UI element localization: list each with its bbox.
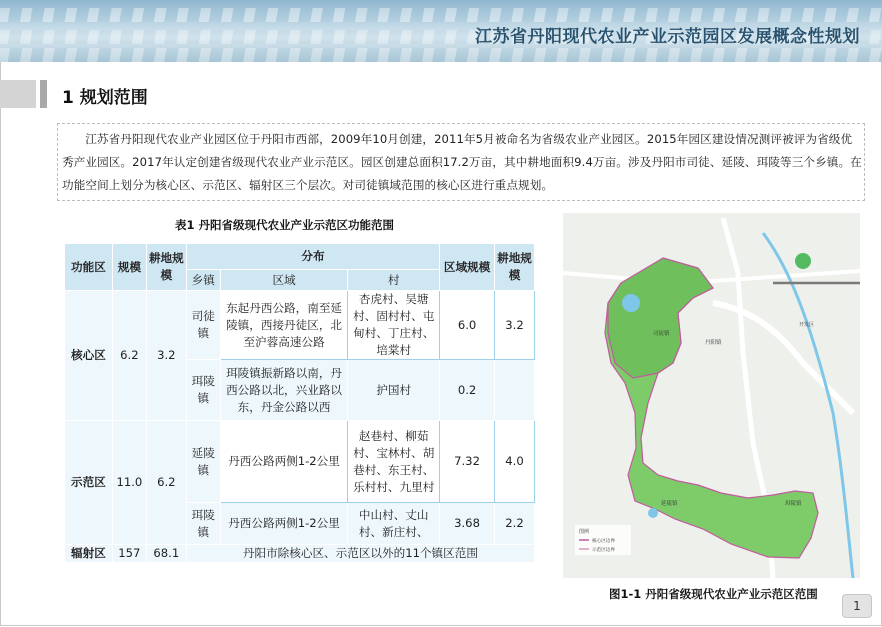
area-scale-cell: 7.32 [440,421,495,503]
map-label-erling: 珥陵镇 [785,501,802,507]
table-row [65,421,535,503]
intro-paragraph: 江苏省丹阳现代农业产业园区位于丹阳市西部，2009年10月创建，2011年5月被命名为省级农业产业园区。2015年园区建设情况测评被评为省级优秀产业园区。2017年认定创建省级现代农业产业示范区。园区创建总面积17.2万亩，其中耕地面积9.4万亩。涉及丹阳市司徒、延陵、珥陵等三个乡镇。在功能空间上划分为核心区、示范区、辐射区三个层次。对司徒镇域范围的核心区进行重点规划。 [57,123,865,201]
document-title: 江苏省丹阳现代农业产业示范园区发展概念性规划 [475,27,860,47]
header-banner [0,0,882,62]
town-cell: 珥陵镇 [186,360,220,421]
area-cell: 珥陵镇振新路以南，丹西公路以北，兴业路以东，丹金公路以西 [220,360,348,421]
function-zone-table [64,243,535,563]
zone-name: 核心区 [65,291,113,421]
map-label-kaifaqu: 开发区 [799,322,815,328]
header-farm-scale: 耕地规模 [146,244,186,291]
zone-scale: 6.2 [112,291,146,421]
zone-description: 丹阳市除核心区、示范区以外的11个镇区范围 [186,545,534,563]
zone-name: 辐射区 [65,545,113,563]
header-village: 村 [348,270,440,291]
map-label-situ: 司徒镇 [653,331,670,337]
area-cell: 丹西公路两侧1-2公里 [220,421,348,503]
zone-farm-scale: 6.2 [146,421,186,545]
map-lake [648,508,658,518]
village-cell: 护国村 [348,360,440,421]
section-title: 1 规划范围 [62,88,148,108]
farm-scale-cell [495,360,535,421]
map-label-yanling: 延陵镇 [661,501,678,507]
village-cell: 杏虎村、吴塘村、固村村、屯甸村、丁庄村、培棠村 [348,291,440,360]
header-area-scale: 区域规模 [440,244,495,291]
figure-caption: 图1-1 丹阳省级现代农业产业示范区范围 [609,587,818,601]
city-marker [795,253,811,269]
farm-scale-cell: 2.2 [495,503,535,545]
header-zone: 功能区 [65,244,113,291]
table-row [65,545,535,563]
zone-farm-scale: 3.2 [146,291,186,421]
header-scale: 规模 [112,244,146,291]
table-row [65,291,535,360]
header-town: 乡镇 [186,270,220,291]
legend-title: 图例 [579,529,590,535]
map-label-danyang: 丹阳镇 [705,340,722,346]
farm-scale-cell: 4.0 [495,421,535,503]
area-cell: 丹西公路两侧1-2公里 [220,503,348,545]
village-cell: 赵巷村、柳茹村、宝林村、胡巷村、东王村、乐村村、九里村 [348,421,440,503]
town-cell: 珥陵镇 [186,503,220,545]
zone-scale: 11.0 [112,421,146,545]
section-marker-accent [40,80,47,108]
area-scale-cell: 0.2 [440,360,495,421]
area-scale-cell: 6.0 [440,291,495,360]
town-cell: 司徒镇 [186,291,220,360]
map-lake [622,294,640,312]
village-cell: 中山村、丈山村、新庄村、 [348,503,440,545]
town-cell: 延陵镇 [186,421,220,503]
header-area: 区域 [220,270,348,291]
farm-scale-cell: 3.2 [495,291,535,360]
banner-wave [0,48,882,62]
zone-map [563,213,860,578]
banner-wave [0,8,882,22]
zone-scale: 157 [112,545,146,563]
zone-farm-scale: 68.1 [146,545,186,563]
page-number: 1 [842,594,872,618]
header-farm-scale-2: 耕地规模 [495,244,535,291]
area-cell: 东起丹西公路，南至延陵镇，西接丹徒区，北至沪蓉高速公路 [220,291,348,360]
legend-core-label: 核心区边界 [592,539,615,544]
section-marker [0,80,36,108]
legend-demo-label: 示范区边界 [592,548,615,553]
zone-name: 示范区 [65,421,113,545]
table-caption: 表1 丹阳省级现代农业产业示范区功能范围 [175,218,395,232]
area-scale-cell: 3.68 [440,503,495,545]
header-distribution: 分布 [186,244,439,270]
